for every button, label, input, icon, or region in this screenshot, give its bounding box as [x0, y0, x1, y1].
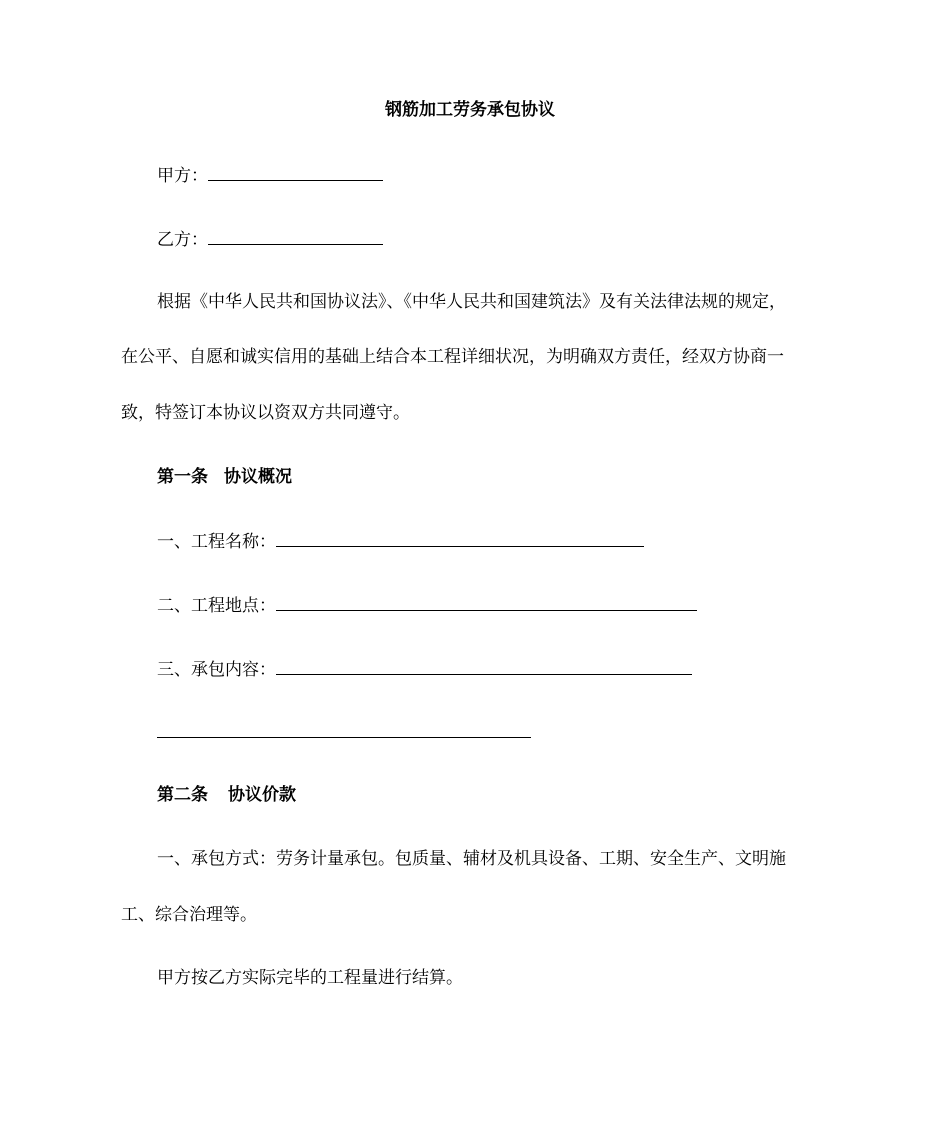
settlement-line: 甲方按乙方实际完毕的工程量进行结算。	[157, 968, 463, 988]
party-b-blank[interactable]	[208, 226, 383, 245]
document-title: 钢筋加工劳务承包协议	[385, 100, 555, 120]
party-a-label: 甲方：	[157, 166, 208, 186]
party-b-label: 乙方：	[157, 230, 208, 250]
article-1-heading	[157, 465, 292, 489]
article-1-number: 第一条	[157, 467, 208, 487]
project-location-label: 二、工程地点：	[157, 596, 276, 616]
contract-content-continuation-blank[interactable]	[157, 737, 531, 738]
article-2-title: 协议价款	[228, 785, 296, 805]
article-1-title: 协议概况	[224, 467, 292, 487]
party-a-blank[interactable]	[208, 162, 383, 181]
intro-line-2: 在公平、自愿和诚实信用的基础上结合本工程详细状况，为明确双方责任，经双方协商一	[121, 347, 784, 367]
project-location-blank[interactable]	[276, 592, 697, 611]
project-name-label: 一、工程名称：	[157, 532, 276, 552]
article-2-number: 第二条	[157, 785, 208, 805]
method-line-2: 工、综合治理等。	[121, 905, 257, 925]
party-a-line	[157, 162, 383, 188]
article-2-heading	[157, 783, 296, 807]
intro-line-1: 根据《中华人民共和国协议法》、《中华人民共和国建筑法》及有关法律法规的规定，	[157, 292, 786, 312]
project-name-blank[interactable]	[276, 528, 644, 547]
contract-content-line	[157, 656, 692, 682]
contract-content-label: 三、承包内容：	[157, 660, 276, 680]
project-location-line	[157, 592, 697, 618]
intro-line-3: 致，特签订本协议以资双方共同遵守。	[121, 403, 410, 423]
party-b-line	[157, 226, 383, 252]
project-name-line	[157, 528, 644, 554]
contract-content-blank[interactable]	[276, 656, 692, 675]
method-line-1: 一、承包方式：劳务计量承包。包质量、辅材及机具设备、工期、安全生产、文明施	[157, 849, 786, 869]
